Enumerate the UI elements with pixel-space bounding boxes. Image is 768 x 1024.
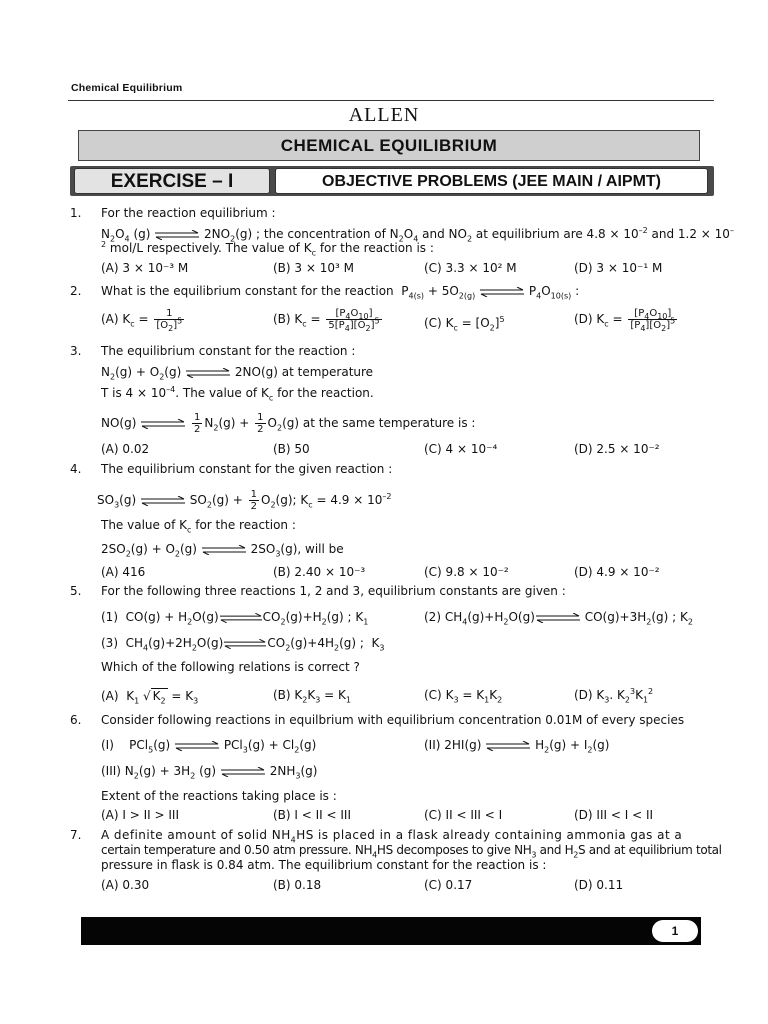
chapter-title: CHEMICAL EQUILIBRIUM <box>78 130 700 161</box>
option-b[interactable]: (B) I < II < III <box>273 808 352 822</box>
equilibrium-arrow-icon <box>140 496 186 506</box>
reaction-line: NO(g) $\frac{1}{2}$ $N_2(g)$ + $\frac{1}{2}$ $O_2(g)$ at the same temperature is : <box>101 412 476 435</box>
question-text: Extent of the reactions taking place is : <box>101 789 337 803</box>
question-text: T is $4 \times 10^{-4}$. The value of $K_c$ for the reaction. <box>101 385 374 403</box>
exercise-label: EXERCISE – I <box>74 168 270 194</box>
option-c[interactable]: (C) 9.8 × 10⁻² <box>424 565 509 579</box>
option-d[interactable]: (D) 4.9 × 10⁻² <box>574 565 660 579</box>
question-text: A definite amount of solid $NH_4HS$ is placed in a flask already containing ammonia gas at a <box>101 828 683 845</box>
question-text: $^2$ mol/L respectively. The value of $K_c$ for the reaction is : <box>101 240 434 258</box>
question-number: 3. <box>70 344 82 358</box>
header-rule <box>68 100 714 101</box>
question-text: The value of $K_c$ for the reaction : <box>101 518 296 535</box>
option-d[interactable]: (D) 0.11 <box>574 878 624 892</box>
page-number: 1 <box>652 920 698 942</box>
option-b[interactable]: (B) 50 <box>273 442 310 456</box>
equilibrium-arrow-icon <box>535 613 581 623</box>
equilibrium-arrow-icon <box>140 419 186 429</box>
option-c[interactable]: (C) 0.17 <box>424 878 473 892</box>
running-head: Chemical Equilibrium <box>71 82 183 94</box>
equilibrium-arrow-icon <box>154 230 200 240</box>
exercise-subtitle: OBJECTIVE PROBLEMS (JEE MAIN / AIPMT) <box>275 168 708 194</box>
equilibrium-arrow-icon <box>201 545 247 555</box>
question-stem: Consider following reactions in equilbrium with equilibrium concentration 0.01M of every species <box>101 713 685 727</box>
question-stem: For the reaction equilibrium : <box>101 206 276 220</box>
equilibrium-arrow-icon <box>185 368 231 378</box>
question-number: 1. <box>70 206 82 220</box>
option-b[interactable]: (B) $K_c$ = $\frac{[P_4O_{10}]}{5[P_4][O_2]^5}$ <box>273 308 380 333</box>
equilibrium-arrow-icon <box>223 639 267 649</box>
option-c[interactable]: (C) $K_3 = K_1K_2$ <box>424 688 503 705</box>
question-stem: For the following three reactions 1, 2 and 3, equilibrium constants are given : <box>101 584 566 598</box>
option-d[interactable]: (D) 2.5 × 10⁻² <box>574 442 660 456</box>
option-a[interactable]: (A) $K_c$ = $\frac{1}{[O_2]^5}$ <box>101 308 183 333</box>
option-b[interactable]: (B) $K_2K_3 = K_1$ <box>273 688 352 705</box>
equilibrium-arrow-icon <box>485 741 531 751</box>
option-a[interactable]: (A) I > II > III <box>101 808 179 822</box>
option-b[interactable]: (B) 2.40 × 10⁻³ <box>273 565 366 579</box>
option-d[interactable]: (D) 3 × 10⁻¹ M <box>574 261 663 275</box>
question-stem: The equilibrium constant for the reaction : <box>101 344 356 358</box>
equilibrium-arrow-icon <box>479 287 525 297</box>
reaction-line: $2SO_2(g) + O_2(g)$ $2SO_3(g)$, will be <box>101 542 344 559</box>
question-number: 5. <box>70 584 82 598</box>
option-d[interactable]: (D) $K_c$ = $\frac{[P_4O_{10}]}{[P_4][O_2]^5}$ <box>574 308 676 333</box>
reaction-line: (3) $CH_4(g)+2H_2O(g)$ $CO_2(g)+4H_2(g)$ ; $K_3$ <box>101 636 385 653</box>
reaction-line: (2) $CH_4(g)+H_2O(g)$ $CO(g)+3H_2(g)$ ; $K_2$ <box>424 610 693 627</box>
option-c[interactable]: (C) 3.3 × 10² M <box>424 261 517 275</box>
question-text: pressure in flask is 0.84 atm. The equilibrium constant for the reaction is : <box>101 858 547 872</box>
option-d[interactable]: (D) $K_3$. $K_2^3K_1^2$ <box>574 687 654 705</box>
reaction-line: (I) PCl$_5$(g) $PCl_3(g) + Cl_2(g)$ <box>101 738 317 755</box>
option-a[interactable]: (A) 0.02 <box>101 442 150 456</box>
equilibrium-arrow-icon <box>219 613 263 623</box>
option-a[interactable]: (A) $K_1$ √ $K_2 = K_3$ <box>101 689 199 706</box>
question-number: 2. <box>70 284 82 298</box>
reaction-line: $N_2(g) + O_2(g)$ 2NO(g) at temperature <box>101 365 374 382</box>
equilibrium-arrow-icon <box>174 741 220 751</box>
option-a[interactable]: (A) 3 × 10⁻³ M <box>101 261 189 275</box>
question-stem: What is the equilibrium constant for the reaction $P_{4(s)} + 5O_{2(g)}$ $P_4O_{10(s)}$ : <box>101 284 580 301</box>
option-a[interactable]: (A) 416 <box>101 565 146 579</box>
option-c[interactable]: (C) $K_c = [O_2]^5$ <box>424 315 505 333</box>
question-number: 7. <box>70 828 82 842</box>
reaction-line: $N_2O_4$ (g) $2NO_2(g)$ ; the concentration of $N_2O_4$ and $NO_2$ at equilibrium are $4.8 \times 10^{-2}$ and 1.2 × 10– <box>101 226 734 244</box>
reaction-line: (III) $N_2(g) + 3H_2$ (g) $2NH_3(g)$ <box>101 764 318 781</box>
equilibrium-arrow-icon <box>220 767 266 777</box>
reaction-line: (1) $CO(g) + H_2O(g)$ $CO_2(g)+H_2(g)$ ; $K_1$ <box>101 610 369 627</box>
option-a[interactable]: (A) 0.30 <box>101 878 150 892</box>
option-c[interactable]: (C) II < III < I <box>424 808 503 822</box>
option-c[interactable]: (C) 4 × 10⁻⁴ <box>424 442 498 456</box>
question-text: Which of the following relations is correct ? <box>101 660 360 674</box>
question-text: certain temperature and 0.50 atm pressure. $NH_4HS$ decomposes to give $NH_3$ and $H_2S$ and at equilibrium total <box>101 843 722 860</box>
option-b[interactable]: (B) 3 × 10³ M <box>273 261 354 275</box>
question-stem: The equilibrium constant for the given reaction : <box>101 462 393 476</box>
brand-logo: ALLEN <box>348 104 420 126</box>
reaction-line: (II) 2HI(g) $H_2(g) + I_2(g)$ <box>424 738 610 755</box>
footer-bar <box>81 917 701 945</box>
question-number: 6. <box>70 713 82 727</box>
option-b[interactable]: (B) 0.18 <box>273 878 322 892</box>
reaction-line: $SO_3(g) SO_2(g)$ + $\frac{1}{2}$ $O_2(g)$; $K_c = 4.9 \times 10^{-2}$ <box>97 489 392 512</box>
question-number: 4. <box>70 462 82 476</box>
option-d[interactable]: (D) III < I < II <box>574 808 654 822</box>
